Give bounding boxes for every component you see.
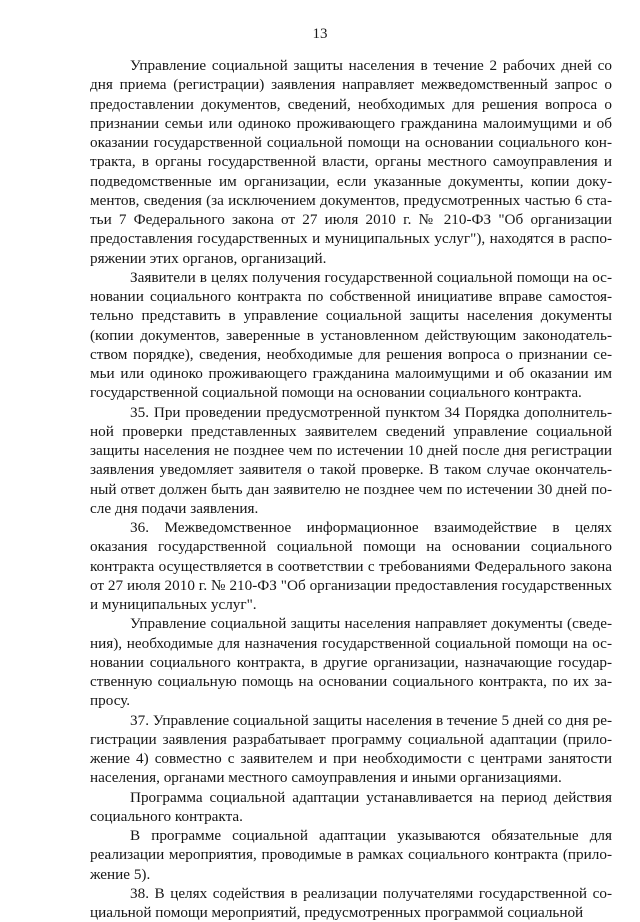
paragraph-interagency-request: Управление социальной защиты населения в течение 2 рабочих дней со дня приема (регистрации) заявления направляет межведомственный запрос о предоставлении документов, сведений, необходимых для решения вопроса о признании семьи или одиноко проживающего гражданина малоимущими и об оказании государственной социальной помощи на основании социального контракта, в органы государственной власти, органы местного самоуправления и подведомственные им организации, если указанные документы, копии документов, сведения (за исключением документов, предусмотренных частью 6 статьи 7 Федерального закона от 27 июля 2010 г. № 210-ФЗ "Об организации предоставления государственных и муниципальных услуг"), находятся в распоряжении этих органов, организаций. (90, 57, 612, 267)
paragraph-documents-to-organizations: Управление социальной защиты населения направляет документы (сведения), необходимые для назначения государственной социальной помощи на основании социального контракта, в другие организации, назначающие государственную социальную помощь на основании социального контракта, по их запросу. (90, 615, 612, 710)
paragraph-section-35: 35. При проведении предусмотренной пунктом 34 Порядка дополнительной проверки представленных заявителем сведений управление социальной защиты населения не позднее чем по истечении 10 дней после дня регистрации заявления уведомляет заявителя о такой проверке. В таком случае окончательный ответ должен быть дан заявителю не позднее чем по истечении 30 дней после дня подачи заявления. (90, 403, 612, 517)
paragraph-section-36: 36. Межведомственное информационное взаимодействие в целях оказания государственной социальной помощи на основании социального контракта осуществляется в соответствии с требованиями Федерального закона от 27 июля 2010 г. № 210-ФЗ "Об организации предоставления государственных и муниципальных услуг". (90, 519, 612, 613)
paragraph-applicant-documents: Заявители в целях получения государственной социальной помощи на основании социального контракта по собственной инициативе вправе самостоятельно представить в управление социальной защиты населения документы (копии документов, заверенные в установленном действующим законодательством порядке), сведения, необходимые для решения вопроса о признании семьи или одиноко проживающего гражданина малоимущими и об оказании им государственной социальной помощи на основании социального контракта. (90, 268, 612, 402)
paragraph-adaptation-measures: В программе социальной адаптации указываются обязательные для реализации мероприятия, проводимые в рамках социального контракта (приложение 5). (90, 827, 612, 883)
page-number: 13 (312, 26, 328, 42)
paragraph-section-38: 38. В целях содействия в реализации получателями государственной социальной помощи мероприятий, предусмотренных программой социальной (90, 884, 612, 921)
paragraph-section-37: 37. Управление социальной защиты населения в течение 5 дней со дня регистрации заявления разрабатывает программу социальной адаптации (приложение 4) совместно с заявителем и при необходимости с центрами занятости населения, органами местного самоуправления и иными организациями. (90, 711, 612, 787)
paragraph-adaptation-period: Программа социальной адаптации устанавливается на период действия социального контракта. (90, 788, 612, 825)
document-body (90, 56, 612, 922)
